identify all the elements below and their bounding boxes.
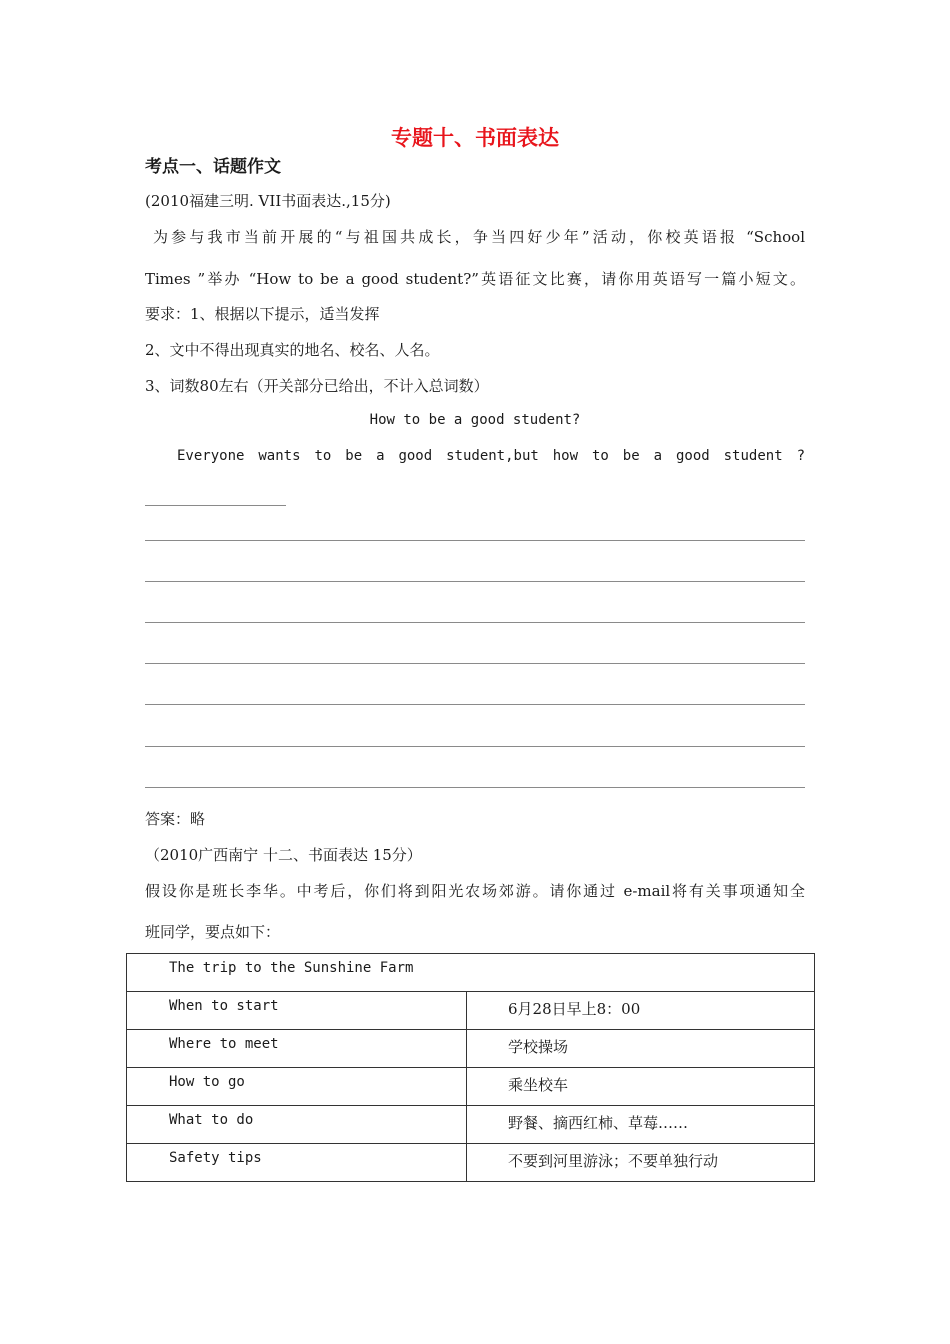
table-header: The trip to the Sunshine Farm <box>169 960 414 976</box>
question-source: (2010福建三明. VII书面表达.,15分) <box>145 192 391 210</box>
requirement-2: 2、文中不得出现真实的地名、校名、人名。 <box>145 341 440 359</box>
prompt-line-2: Times ”举办 “How to be a good student?”英语征文比赛，请你用英语写一篇小短文。 <box>145 270 805 288</box>
prompt-line-1: 为参与我市当前开展的“与祖国共成长，争当四好少年”活动，你校英语报 “School <box>153 228 805 246</box>
writing-line[interactable] <box>145 663 805 664</box>
writing-line[interactable] <box>145 787 805 788</box>
answer-text: 答案：略 <box>145 810 206 828</box>
row-value: 学校操场 <box>508 1038 569 1056</box>
table-row <box>127 992 815 1030</box>
row-label: When to start <box>169 998 279 1014</box>
row-value: 野餐、摘西红柿、草莓…… <box>508 1114 689 1132</box>
row-label: What to do <box>169 1112 254 1128</box>
table-header-cell <box>127 954 815 992</box>
prompt2-line-1: 假设你是班长李华。中考后，你们将到阳光农场郊游。请你通过 e-mail将有关事项通知全 <box>145 882 805 900</box>
section-heading: 考点一、话题作文 <box>145 157 281 177</box>
trip-info-table <box>126 953 815 1182</box>
table-row <box>127 1068 815 1106</box>
writing-line-short[interactable] <box>145 505 286 506</box>
row-label: How to go <box>169 1074 245 1090</box>
prompt2-line-2: 班同学，要点如下： <box>145 923 281 941</box>
essay-opening: Everyone wants to be a good student,but how to be a good student ? <box>177 448 805 464</box>
writing-line[interactable] <box>145 622 805 623</box>
writing-line[interactable] <box>145 540 805 541</box>
essay-title: How to be a good student? <box>369 412 581 428</box>
row-label: Where to meet <box>169 1036 279 1052</box>
writing-line[interactable] <box>145 746 805 747</box>
row-value: 6月28日早上8：00 <box>508 1000 641 1018</box>
requirement-intro: 要求：1、根据以下提示，适当发挥 <box>145 305 380 323</box>
table-row <box>127 1030 815 1068</box>
row-value: 不要到河里游泳；不要单独行动 <box>508 1152 719 1170</box>
table-header-row <box>127 954 815 992</box>
row-value: 乘坐校车 <box>508 1076 569 1094</box>
writing-line[interactable] <box>145 581 805 582</box>
row-label: Safety tips <box>169 1150 262 1166</box>
question-source-2: （2010广西南宁 十二、书面表达 15分） <box>145 846 422 864</box>
requirement-3: 3、词数80左右（开关部分已给出，不计入总词数） <box>145 377 489 395</box>
table-row <box>127 1106 815 1144</box>
writing-line[interactable] <box>145 704 805 705</box>
table-row <box>127 1144 815 1182</box>
page-title: 专题十、书面表达 <box>391 126 559 150</box>
